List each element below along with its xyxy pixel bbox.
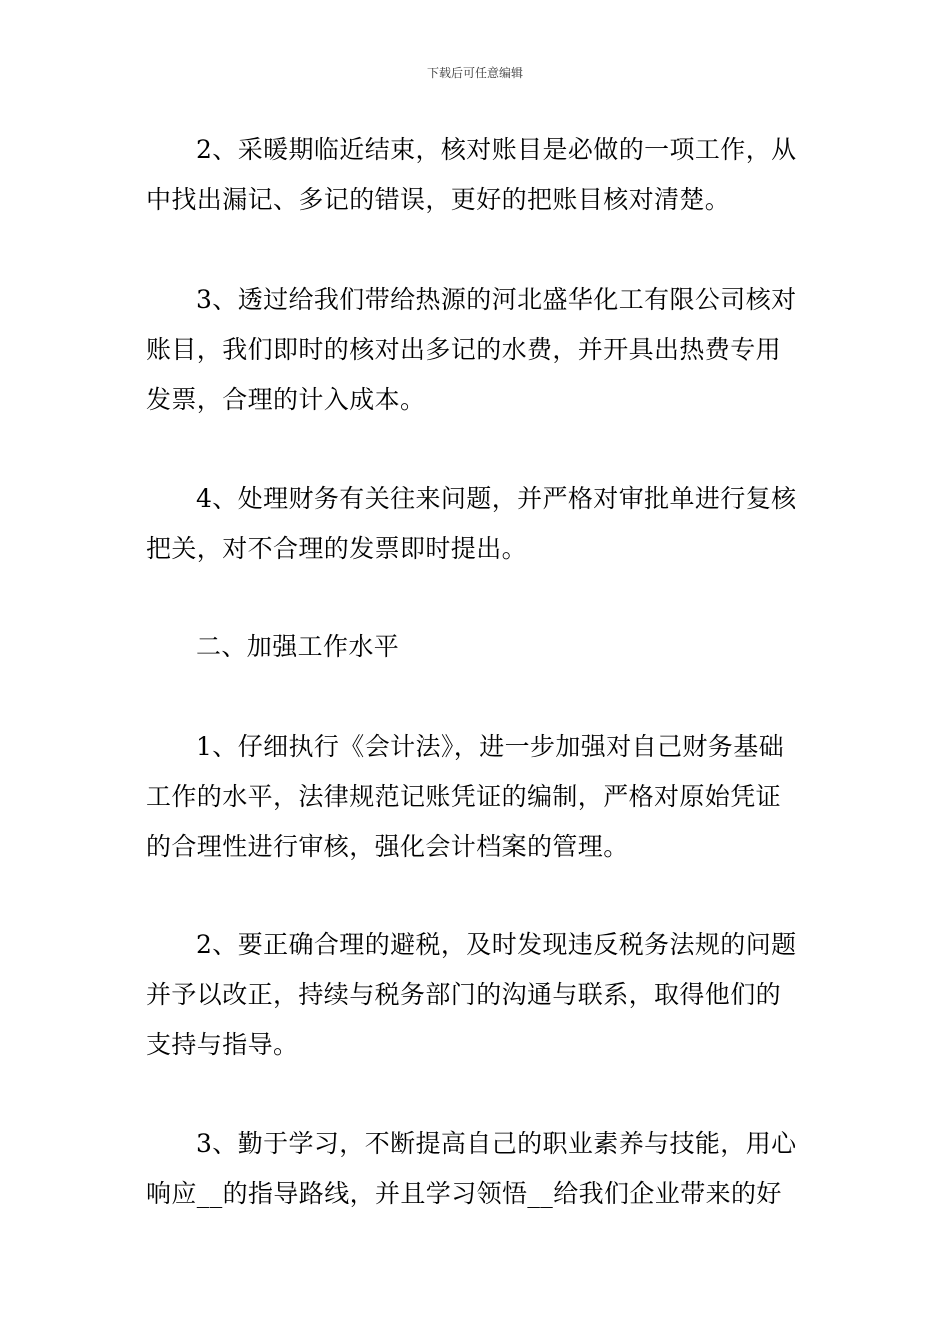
paragraph-2	[146, 275, 826, 425]
paragraph-line: 的合理性进行审核，强化会计档案的管理。	[146, 832, 629, 861]
paragraph-line: 并予以改正，持续与税务部门的沟通与联系，取得他们的	[146, 980, 782, 1009]
paragraph-line: 支持与指导。	[146, 1030, 299, 1059]
paragraph-7	[146, 1119, 826, 1219]
section-heading-text: 二、加强工作水平	[196, 632, 400, 661]
paragraph-line: 账目，我们即时的核对出多记的水费，并开具出热费专用	[146, 335, 782, 364]
paragraph-line: 3、透过给我们带给热源的河北盛华化工有限公司核对	[196, 285, 797, 314]
paragraph-line: 中找出漏记、多记的错误，更好的把账目核对清楚。	[146, 185, 731, 214]
paragraph-line: 把关，对不合理的发票即时提出。	[146, 534, 528, 563]
paragraph-3	[146, 474, 826, 574]
paragraph-1	[146, 125, 826, 225]
paragraph-line: 发票，合理的计入成本。	[146, 385, 426, 414]
paragraph-line: 2、要正确合理的避税，及时发现违反税务法规的问题	[196, 930, 797, 959]
paragraph-line: 工作的水平，法律规范记账凭证的编制，严格对原始凭证	[146, 782, 782, 811]
paragraph-line: 1、仔细执行《会计法》，进一步加强对自己财务基础	[196, 732, 785, 761]
paragraph-6	[146, 920, 826, 1070]
paragraph-line: 4、处理财务有关往来问题，并严格对审批单进行复核	[196, 484, 797, 513]
paragraph-line: 响应__的指导路线，并且学习领悟__给我们企业带来的好	[146, 1179, 782, 1208]
paragraph-line: 2、采暖期临近结束，核对账目是必做的一项工作，从	[196, 135, 797, 164]
paragraph-5	[146, 722, 826, 872]
paragraph-line: 3、勤于学习，不断提高自己的职业素养与技能，用心	[196, 1129, 797, 1158]
section-heading	[146, 622, 826, 672]
page-header: 下载后可任意编辑	[426, 66, 523, 80]
